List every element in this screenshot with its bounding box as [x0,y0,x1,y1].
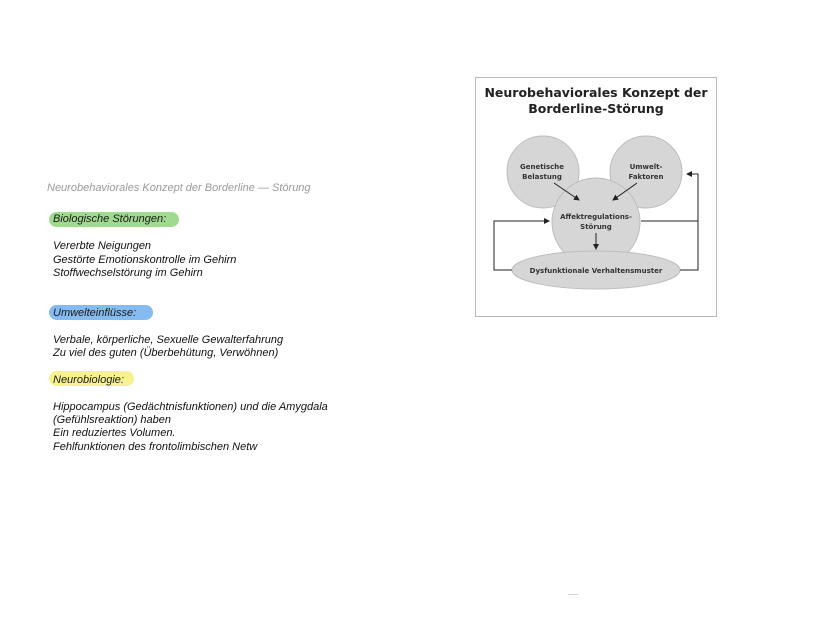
diagram-canvas [476,78,716,316]
concept-diagram [475,77,717,317]
section-line: Zu viel des guten (Überbehütung, Verwöhnen) [53,347,279,359]
section-line: Hippocampus (Gedächtnisfunktionen) und die Amygdala [53,401,328,413]
section-line: Verbale, körperliche, Sexuelle Gewalterfahrung [53,334,284,346]
node-affect-label1: Affektregulations- [560,213,632,221]
section-line: Stoffwechselstörung im Gehirn [53,267,203,279]
section-line: Fehlfunktionen des frontolimbischen Netw [53,441,258,453]
section-line: Ein reduziertes Volumen. [53,427,176,439]
node-environment-label1: Umwelt- [629,163,663,171]
section-heading-environment: Umwelteinflüsse: [53,307,137,319]
diagram-title-line1: Neurobehaviorales Konzept der [484,85,708,100]
diagram-title-line2: Borderline-Störung [528,101,664,116]
page-mark [568,594,578,595]
node-affect-label2: Störung [580,223,612,231]
node-environment-label2: Faktoren [628,173,664,181]
section-heading-biological: Biologische Störungen: [53,213,167,225]
node-behavior-label: Dysfunktionale Verhaltensmuster [529,267,663,275]
section-heading-neurobiology: Neurobiologie: [53,374,124,386]
node-genetic-label2: Belastung [522,173,562,181]
section-line: (Gefühlsreaktion) haben [53,414,172,426]
node-genetic-label1: Genetische [519,163,565,171]
feedback-right-arrow [680,174,698,270]
section-line: Gestörte Emotionskontrolle im Gehirn [53,254,237,266]
section-line: Vererbte Neigungen [53,240,152,252]
page-title: Neurobehaviorales Konzept der Borderline — Störung [47,182,311,194]
